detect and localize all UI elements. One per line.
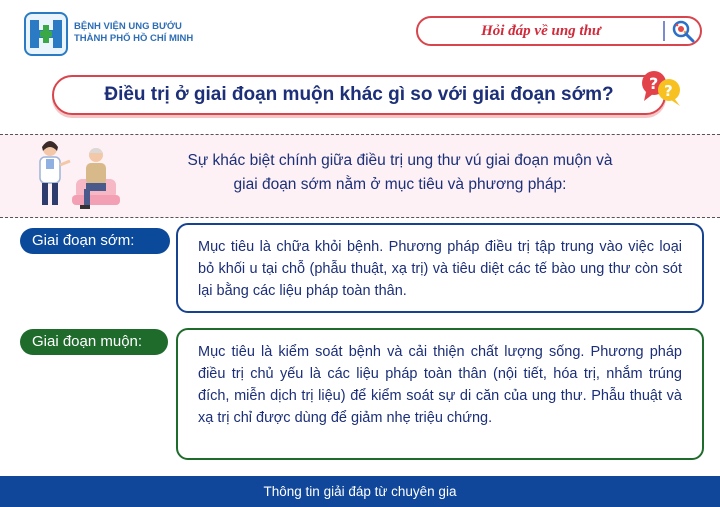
late-stage-card — [176, 328, 704, 460]
svg-text:?: ? — [649, 74, 659, 93]
intro-text — [140, 149, 660, 197]
question-title — [52, 75, 666, 115]
hospital-name-line2: THÀNH PHỐ HỒ CHÍ MINH — [74, 33, 194, 44]
late-stage-label: Giai đoạn muộn: — [20, 329, 168, 355]
hospital-logo-icon — [24, 12, 68, 56]
magnifier-virus-icon — [670, 19, 696, 43]
late-stage-text: Mục tiêu là kiểm soát bệnh và cải thiện chất lượng sống. Phương pháp điều trị chủ yếu là các liệu pháp toàn thân (nội tiết, hóa trị, nhắm trúng đích, miễn dịch trị liệu) để kiểm soát sự di căn của ung thư. Phẫu thuật và xạ trị chỉ được dùng để giảm nhẹ triệu chứng. — [198, 344, 682, 426]
early-stage-card — [176, 223, 704, 313]
intro-line1: Sự khác biệt chính giữa điều trị ung thư vú giai đoạn muộn và — [187, 152, 613, 169]
footer-text: Thông tin giải đáp từ chuyên gia — [263, 484, 457, 499]
question-title-text: Điều trị ở giai đoạn muộn khác gì so với giai đoạn sớm? — [104, 84, 614, 105]
intro-band — [0, 134, 720, 218]
qa-divider — [663, 21, 665, 41]
early-stage-text: Mục tiêu là chữa khỏi bệnh. Phương pháp điều trị tập trung vào việc loại bỏ khối u tại chỗ (phẫu thuật, xạ trị) và tiêu diệt các tế bào ung thư còn sót lại bằng các liệu pháp toàn thân. — [198, 239, 682, 299]
qa-topic-label: Hỏi đáp về ung thư — [481, 23, 601, 39]
footer-bar — [0, 476, 720, 507]
hospital-name — [74, 21, 193, 45]
doctor-patient-illustration — [26, 137, 122, 215]
early-stage-label: Giai đoạn sớm: — [20, 228, 170, 254]
svg-text:?: ? — [664, 82, 673, 100]
question-bubbles-icon — [640, 68, 684, 108]
hospital-name-line1: BỆNH VIỆN UNG BƯỚU — [74, 21, 182, 32]
qa-topic-badge — [416, 16, 702, 46]
intro-line2: giai đoạn sớm nằm ở mục tiêu và phương pháp: — [233, 176, 567, 193]
